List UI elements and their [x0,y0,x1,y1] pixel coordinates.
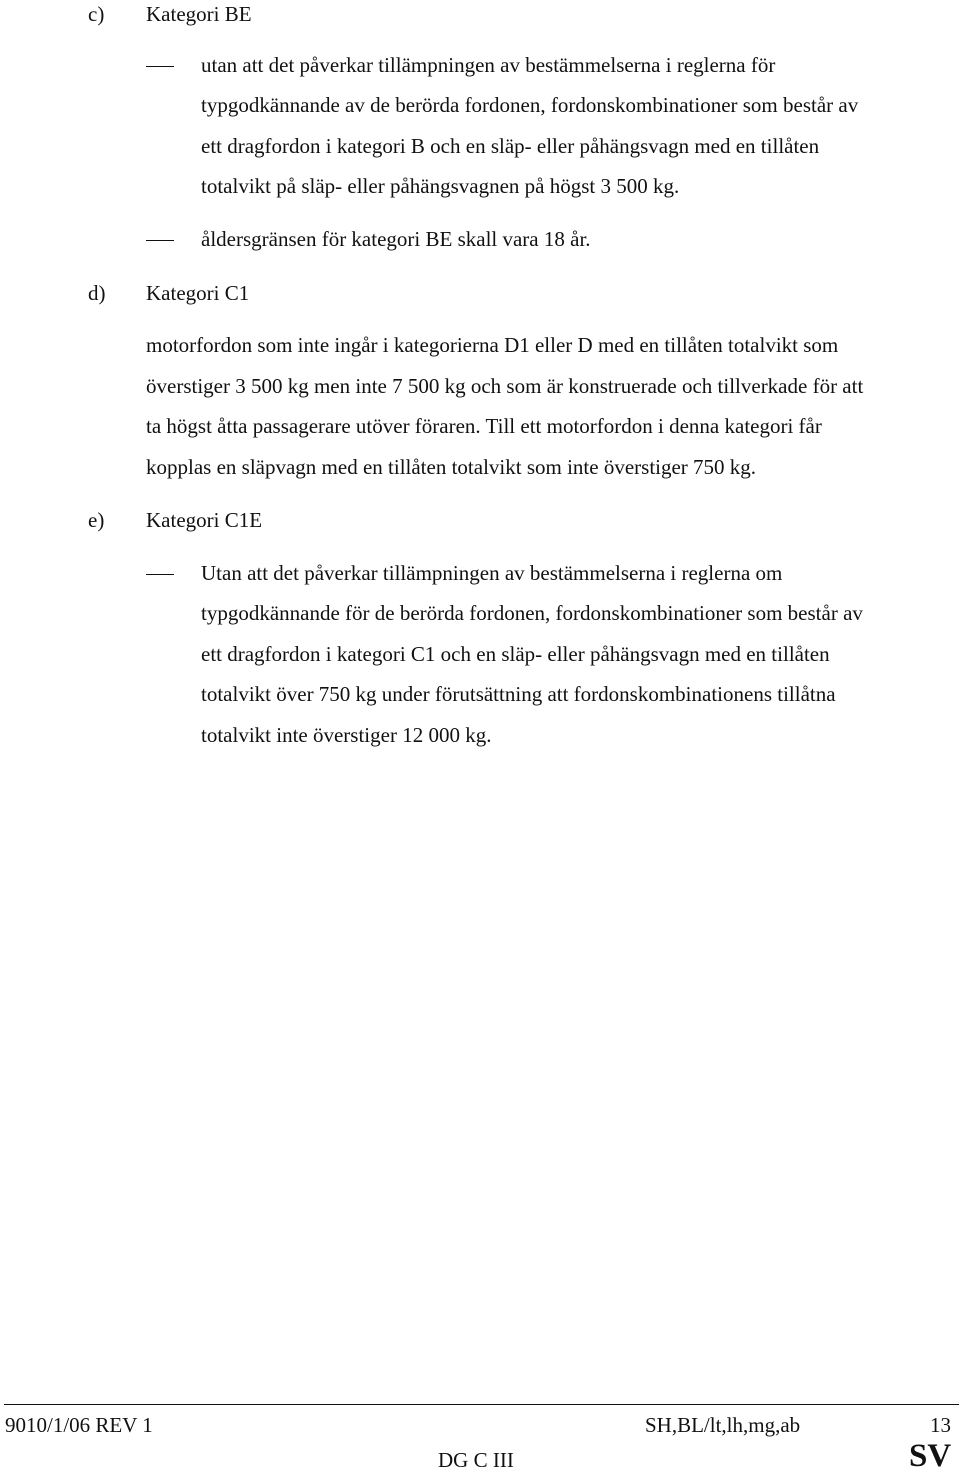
footer-page-number: 13 [930,1413,951,1437]
section-e-bullet1-line: Utan att det påverkar tillämpningen av bestämmelserna i reglerna om [201,561,783,585]
section-e-heading: Kategori C1E [146,508,263,532]
section-e-bullet1-line: ett dragfordon i kategori C1 och en släp- eller påhängsvagn med en tillåten [201,642,830,666]
section-e-marker: e) [88,508,105,532]
footer-rule [4,1404,959,1405]
footer-dg: DG C III [438,1448,514,1472]
section-c-bullet1-line: typgodkännande av de berörda fordonen, fordonskombinationer som består av [201,93,859,117]
section-c-bullet1-line: totalvikt på släp- eller påhängsvagnen på högst 3 500 kg. [201,174,680,198]
section-c-bullet1-line: utan att det påverkar tillämpningen av bestämmelserna i reglerna för [201,53,776,77]
footer-doc-ref: 9010/1/06 REV 1 [5,1413,153,1437]
section-d-para-line: ta högst åtta passagerare utöver föraren. Till ett motorfordon i denna kategori får [146,414,822,438]
section-c-bullet1-line: ett dragfordon i kategori B och en släp- eller påhängsvagn med en tillåten [201,134,820,158]
section-d-heading: Kategori C1 [146,281,250,305]
section-d-para-line: kopplas en släpvagn med en tillåten totalvikt som inte överstiger 750 kg. [146,455,757,479]
section-d-para-line: motorfordon som inte ingår i kategorierna D1 eller D med en tillåten totalvikt som [146,333,839,357]
footer-initials: SH,BL/lt,lh,mg,ab [645,1413,801,1437]
dash-bullet [146,66,174,67]
section-c-bullet2-line: åldersgränsen för kategori BE skall vara 18 år. [201,227,591,251]
dash-bullet [146,574,174,575]
section-c-marker: c) [88,2,105,26]
dash-bullet [146,240,174,241]
section-c-heading: Kategori BE [146,2,252,26]
footer-language: SV [909,1438,952,1474]
section-e-bullet1-line: totalvikt inte överstiger 12 000 kg. [201,723,492,747]
section-d-para-line: överstiger 3 500 kg men inte 7 500 kg och som är konstruerade och tillverkade för att [146,374,864,398]
section-e-bullet1-line: typgodkännande för de berörda fordonen, fordonskombinationer som består av [201,601,863,625]
section-d-marker: d) [88,281,106,305]
section-e-bullet1-line: totalvikt över 750 kg under förutsättning att fordonskombinationens tillåtna [201,682,836,706]
